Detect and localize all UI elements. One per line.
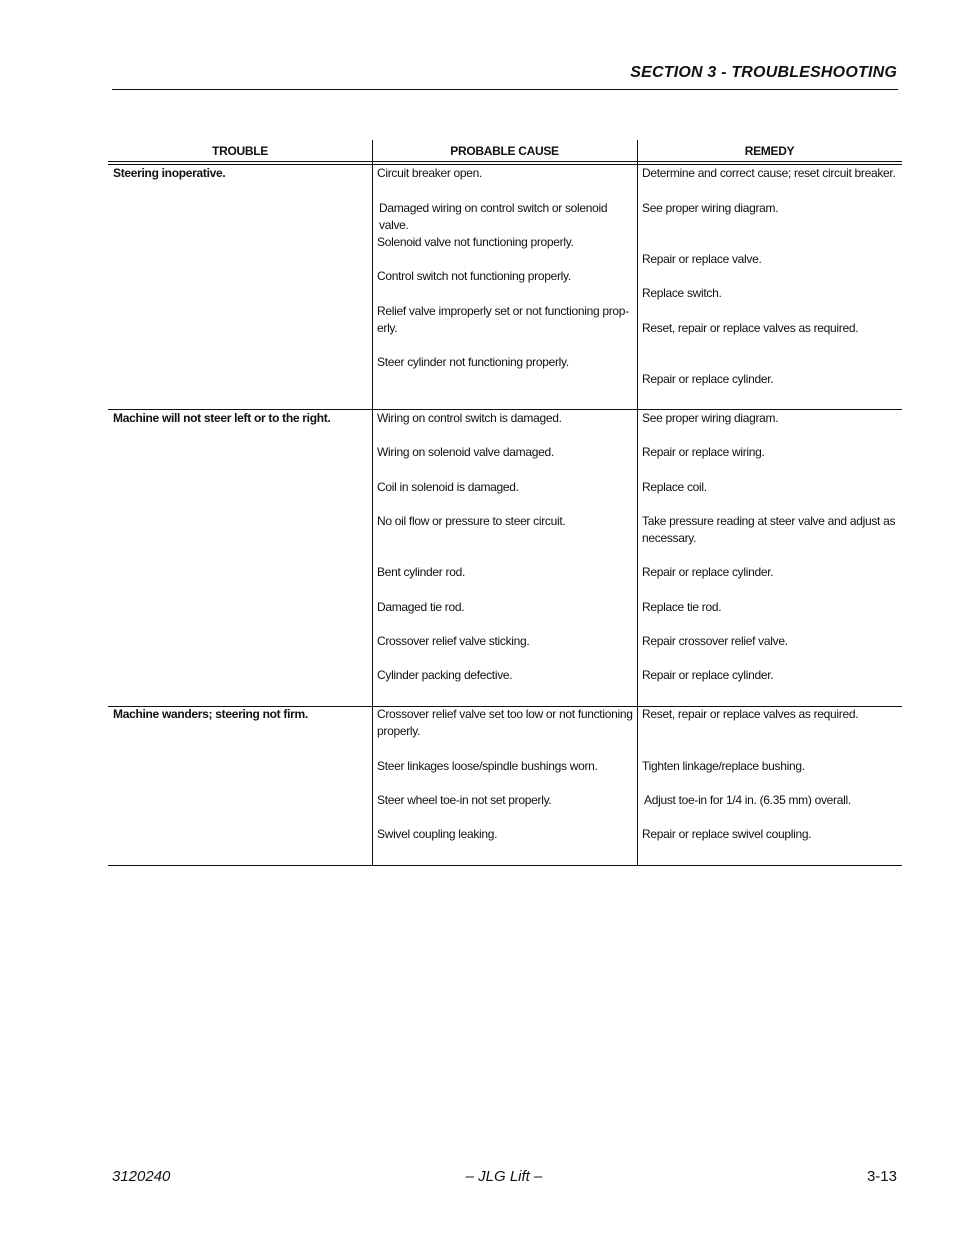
column-divider	[637, 140, 638, 866]
remedy-cell: Repair or replace swivel coupling.	[642, 827, 812, 841]
trouble-cell: Machine will not steer left or to the right.	[113, 411, 331, 425]
remedy-cell: Replace tie rod.	[642, 600, 722, 614]
remedy-cell: Replace switch.	[642, 286, 722, 300]
cause-cell: Damaged tie rod.	[377, 600, 465, 614]
remedy-cell: See proper wiring diagram.	[642, 201, 779, 215]
remedy-cell: Repair or replace cylinder.	[642, 668, 774, 682]
remedy-cell: Reset, repair or replace valves as required.	[642, 321, 859, 335]
header-divider	[108, 161, 902, 162]
remedy-cell: Reset, repair or replace valves as required.	[642, 707, 859, 721]
remedy-cell: Repair or replace cylinder.	[642, 372, 774, 386]
trouble-cell: Steering inoperative.	[113, 166, 226, 180]
publisher-footer: – JLG Lift –	[465, 1168, 543, 1185]
remedy-cell: See proper wiring diagram.	[642, 411, 779, 425]
page-number: 3-13	[866, 1168, 897, 1185]
remedy-cell: Repair or replace wiring.	[642, 445, 765, 459]
column-header-remedy: REMEDY	[744, 144, 795, 158]
header-rule	[112, 89, 898, 90]
trouble-cell: Machine wanders; steering not firm.	[113, 707, 308, 721]
cause-cell: Circuit breaker open.	[377, 166, 483, 180]
remedy-cell: Repair or replace valve.	[642, 252, 762, 266]
remedy-cell: Adjust toe-in for 1/4 in. (6.35 mm) overall.	[644, 793, 851, 807]
remedy-cell: Repair crossover relief valve.	[642, 634, 788, 648]
cause-cell: Relief valve improperly set or not functioning prop- erly.	[377, 304, 629, 335]
cause-cell: Steer linkages loose/spindle bushings worn.	[377, 759, 598, 773]
cause-cell: Crossover relief valve sticking.	[377, 634, 530, 648]
remedy-cell: Determine and correct cause; reset circuit breaker.	[642, 166, 896, 180]
cause-cell: Wiring on solenoid valve damaged.	[377, 445, 554, 459]
cause-cell: Solenoid valve not functioning properly.	[377, 235, 574, 249]
table-bottom-rule	[108, 865, 902, 866]
section-title: SECTION 3 - TROUBLESHOOTING	[630, 64, 897, 81]
remedy-cell: Replace coil.	[642, 480, 707, 494]
column-divider	[372, 140, 373, 866]
remedy-cell: Take pressure reading at steer valve and adjust as necessary.	[642, 514, 896, 545]
cause-cell: Coil in solenoid is damaged.	[377, 480, 519, 494]
cause-cell: Control switch not functioning properly.	[377, 269, 571, 283]
remedy-cell: Tighten linkage/replace bushing.	[642, 759, 805, 773]
cause-cell: Crossover relief valve set too low or not functioning properly.	[377, 707, 633, 738]
cause-cell: Swivel coupling leaking.	[377, 827, 498, 841]
cause-cell: Damaged wiring on control switch or solenoid valve.	[379, 201, 608, 232]
cause-cell: Cylinder packing defective.	[377, 668, 513, 682]
cause-cell: Bent cylinder rod.	[377, 565, 465, 579]
cause-cell: Steer wheel toe-in not set properly.	[377, 793, 552, 807]
document-number: 3120240	[112, 1168, 171, 1185]
cause-cell: Steer cylinder not functioning properly.	[377, 355, 569, 369]
remedy-cell: Repair or replace cylinder.	[642, 565, 774, 579]
column-header-probable-cause: PROBABLE CAUSE	[450, 144, 559, 158]
column-header-trouble: TROUBLE	[212, 144, 268, 158]
cause-cell: No oil flow or pressure to steer circuit.	[377, 514, 566, 528]
cause-cell: Wiring on control switch is damaged.	[377, 411, 562, 425]
